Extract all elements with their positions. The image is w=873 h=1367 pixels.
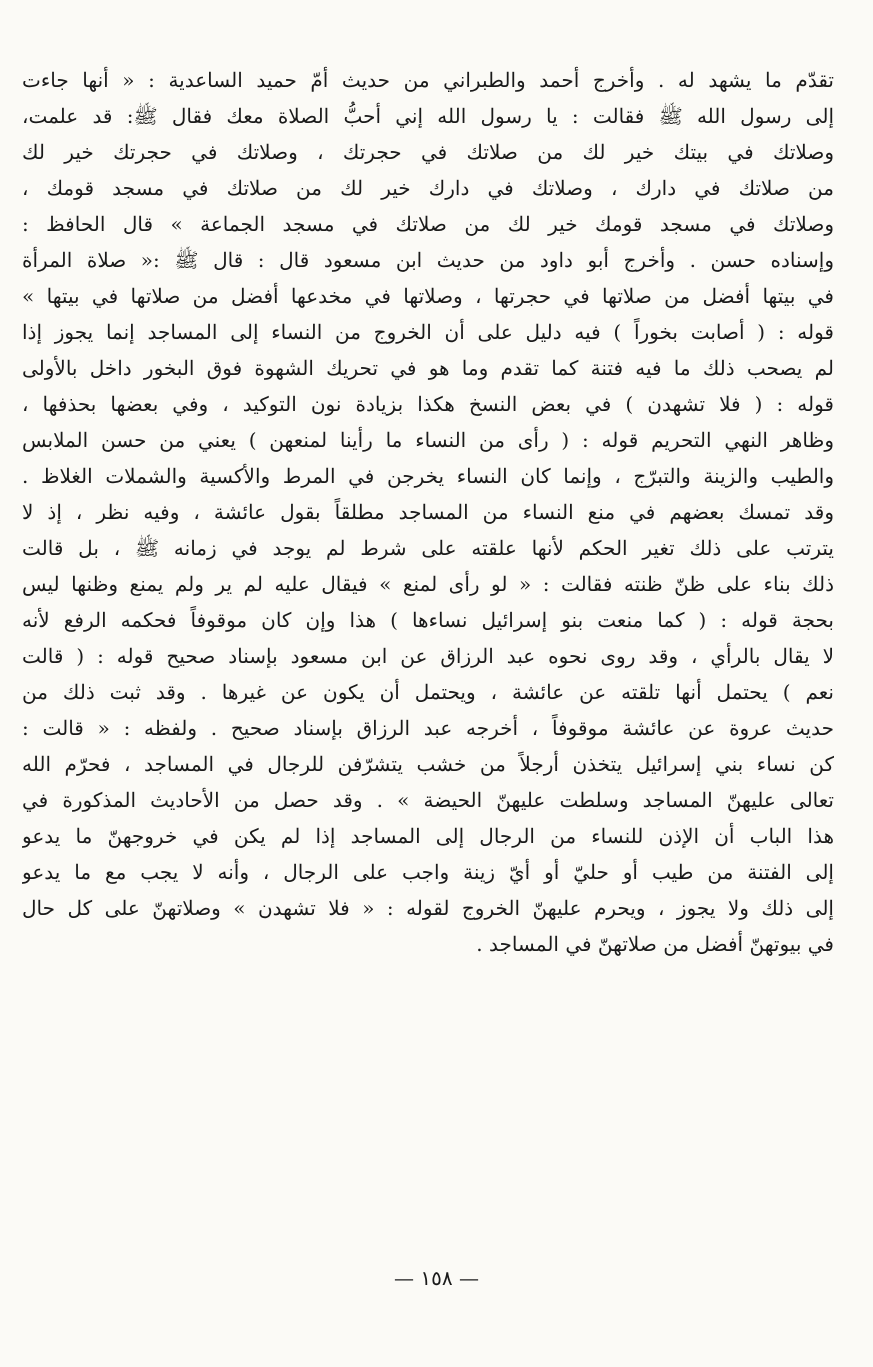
text-line: نعم ) يحتمل أنها تلقته عن عائشة ، ويحتمل أن يكون عن غيرها . وقد ثبت ذلك من <box>22 680 834 704</box>
text-line: هذا الباب أن الإذن للنساء من الرجال إلى المساجد إذا لم يكن في خروجهنّ ما يدعو <box>22 824 834 848</box>
text-line: قوله : ( أصابت بخوراً ) فيه دليل على أن الخروج من النساء إلى المساجد إنما يجوز إذا <box>22 320 834 344</box>
text-line: بحجة قوله : ( كما منعت بنو إسرائيل نساءها ) هذا وإن كان موقوفاً فحكمه الرفع لأنه <box>22 608 834 632</box>
text-line: وصلاتك في مسجد قومك خير لك من صلاتك في مسجد الجماعة » قال الحافظ : <box>22 212 834 236</box>
text-line: حديث عروة عن عائشة موقوفاً ، أخرجه عبد الرزاق بإسناد صحيح . ولفظه : « قالت : <box>22 716 834 740</box>
text-line: لم يصحب ذلك ما فيه فتنة كما تقدم وما هو في تحريك الشهوة فوق البخور داخل بالأولى <box>22 356 834 380</box>
body-text <box>22 62 834 962</box>
text-line: وإسناده حسن . وأخرج أبو داود من حديث ابن مسعود قال : قال ﷺ :« صلاة المرأة <box>22 248 834 272</box>
text-line: لا يقال بالرأي ، وقد روى نحوه عبد الرزاق عن ابن مسعود بإسناد صحيح قوله : ( قالت <box>22 644 834 668</box>
text-line: إلى رسول الله ﷺ فقالت : يا رسول الله إني أحبُّ الصلاة معك فقال ﷺ: قد علمت، <box>22 104 834 128</box>
text-line: كن نساء بني إسرائيل يتخذن أرجلاً من خشب يتشرّفن للرجال في المساجد ، فحرّم الله <box>22 752 834 776</box>
text-line: من صلاتك في دارك ، وصلاتك في دارك خير لك من صلاتك في مسجد قومك ، <box>22 176 834 200</box>
page-number: — ١٥٨ — <box>394 1266 479 1290</box>
text-line: ذلك بناء على ظنّ ظنته فقالت : « لو رأى لمنع » فيقال عليه لم ير ولم يمنع وظنها ليس <box>22 572 834 596</box>
text-line: قوله : ( فلا تشهدن ) في بعض النسخ هكذا بزيادة نون التوكيد ، وفي بعضها بحذفها ، <box>22 392 834 416</box>
text-line: وظاهر النهي التحريم قوله : ( رأى من النساء ما رأينا لمنعهن ) يعني من حسن الملابس <box>22 428 834 452</box>
text-line: في بيتها أفضل من صلاتها في حجرتها ، وصلاتها في مخدعها أفضل من صلاتها في بيتها » <box>22 284 834 308</box>
text-line: تقدّم ما يشهد له . وأخرج أحمد والطبراني من حديث أمّ حميد الساعدية : « أنها جاءت <box>22 68 834 92</box>
text-line: وصلاتك في بيتك خير لك من صلاتك في حجرتك ، وصلاتك في حجرتك خير لك <box>22 140 834 164</box>
text-line: وقد تمسك بعضهم في منع النساء من المساجد مطلقاً بقول عائشة ، وفيه نظر ، إذ لا <box>22 500 834 524</box>
text-line: تعالى عليهنّ المساجد وسلطت عليهنّ الحيضة » . وقد حصل من الأحاديث المذكورة في <box>22 788 834 812</box>
text-line: والطيب والزينة والتبرّج ، وإنما كان النساء يخرجن في المرط والأكسية والشملات الغلاظ . <box>22 464 834 488</box>
text-line: في بيوتهنّ أفضل من صلاتهنّ في المساجد . <box>476 932 834 956</box>
text-line: يترتب على ذلك تغير الحكم لأنها علقته على شرط لم يوجد في زمانه ﷺ ، بل قالت <box>22 536 834 560</box>
text-line: إلى ذلك ولا يجوز ، ويحرم عليهنّ الخروج لقوله : « فلا تشهدن » وصلاتهنّ على كل حال <box>22 896 834 920</box>
text-line: إلى الفتنة من طيب أو حليّ أو أيّ زينة واجب على الرجال ، وأنه لا يجب مع ما يدعو <box>22 860 834 884</box>
